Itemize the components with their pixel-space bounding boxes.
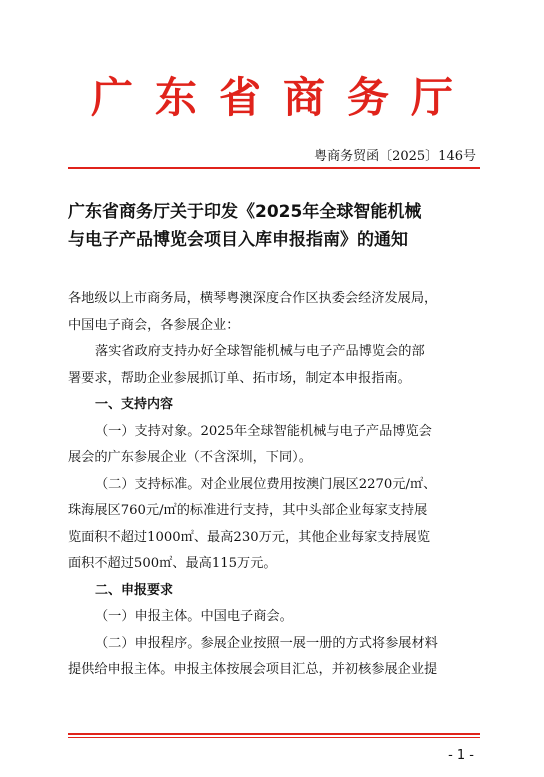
document-number: 粤商务贸函〔2025〕146号 bbox=[314, 149, 476, 164]
body-line: （一）申报主体。中国电子商会。 bbox=[95, 609, 293, 624]
body-line: 署要求，帮助企业参展抓订单、拓市场，制定本申报指南。 bbox=[68, 370, 411, 386]
body-line: （一）支持对象。2025年全球智能机械与电子产品博览会 bbox=[95, 423, 432, 439]
red-divider-bottom bbox=[68, 733, 480, 735]
body-line: （二）申报程序。参展企业按照一展一册的方式将参展材料 bbox=[95, 635, 438, 651]
notice-title bbox=[68, 198, 488, 254]
notice-title-line: 与电子产品博览会项目入库申报指南》的通知 bbox=[68, 230, 408, 250]
body-line: （二）支持标准。对企业展位费用按澳门展区2270元/㎡、 bbox=[95, 476, 437, 492]
body-line: 展会的广东参展企业（不含深圳，下同）。 bbox=[68, 450, 312, 465]
section-heading: 一、支持内容 bbox=[95, 397, 174, 412]
notice-title-line: 广东省商务厅关于印发《2025年全球智能机械 bbox=[68, 202, 422, 222]
addressee-line: 各地级以上市商务局，横琴粤澳深度合作区执委会经济发展局， bbox=[68, 291, 438, 306]
red-divider-bottom-thin bbox=[68, 737, 480, 738]
body-line: 落实省政府支持办好全球智能机械与电子产品博览会的部 bbox=[95, 344, 425, 359]
body-line: 览面积不超过1000㎡、最高230万元，其他企业每家支持展览 bbox=[68, 529, 431, 545]
body-line: 提供给申报主体。申报主体按展会项目汇总，并初核参展企业提 bbox=[68, 662, 438, 677]
body-line: 面积不超过500㎡、最高115万元。 bbox=[68, 556, 277, 571]
section-heading: 二、申报要求 bbox=[95, 582, 174, 598]
addressee-line: 中国电子商会，各参展企业： bbox=[68, 317, 240, 333]
issuer-masthead: 广东省商务厅 bbox=[90, 73, 475, 122]
red-divider-top bbox=[68, 167, 480, 169]
body-line: 珠海展区760元/㎡的标准进行支持，其中头部企业每家支持展 bbox=[68, 503, 428, 518]
page-number: - 1 - bbox=[448, 748, 474, 763]
notice-body bbox=[68, 286, 480, 684]
